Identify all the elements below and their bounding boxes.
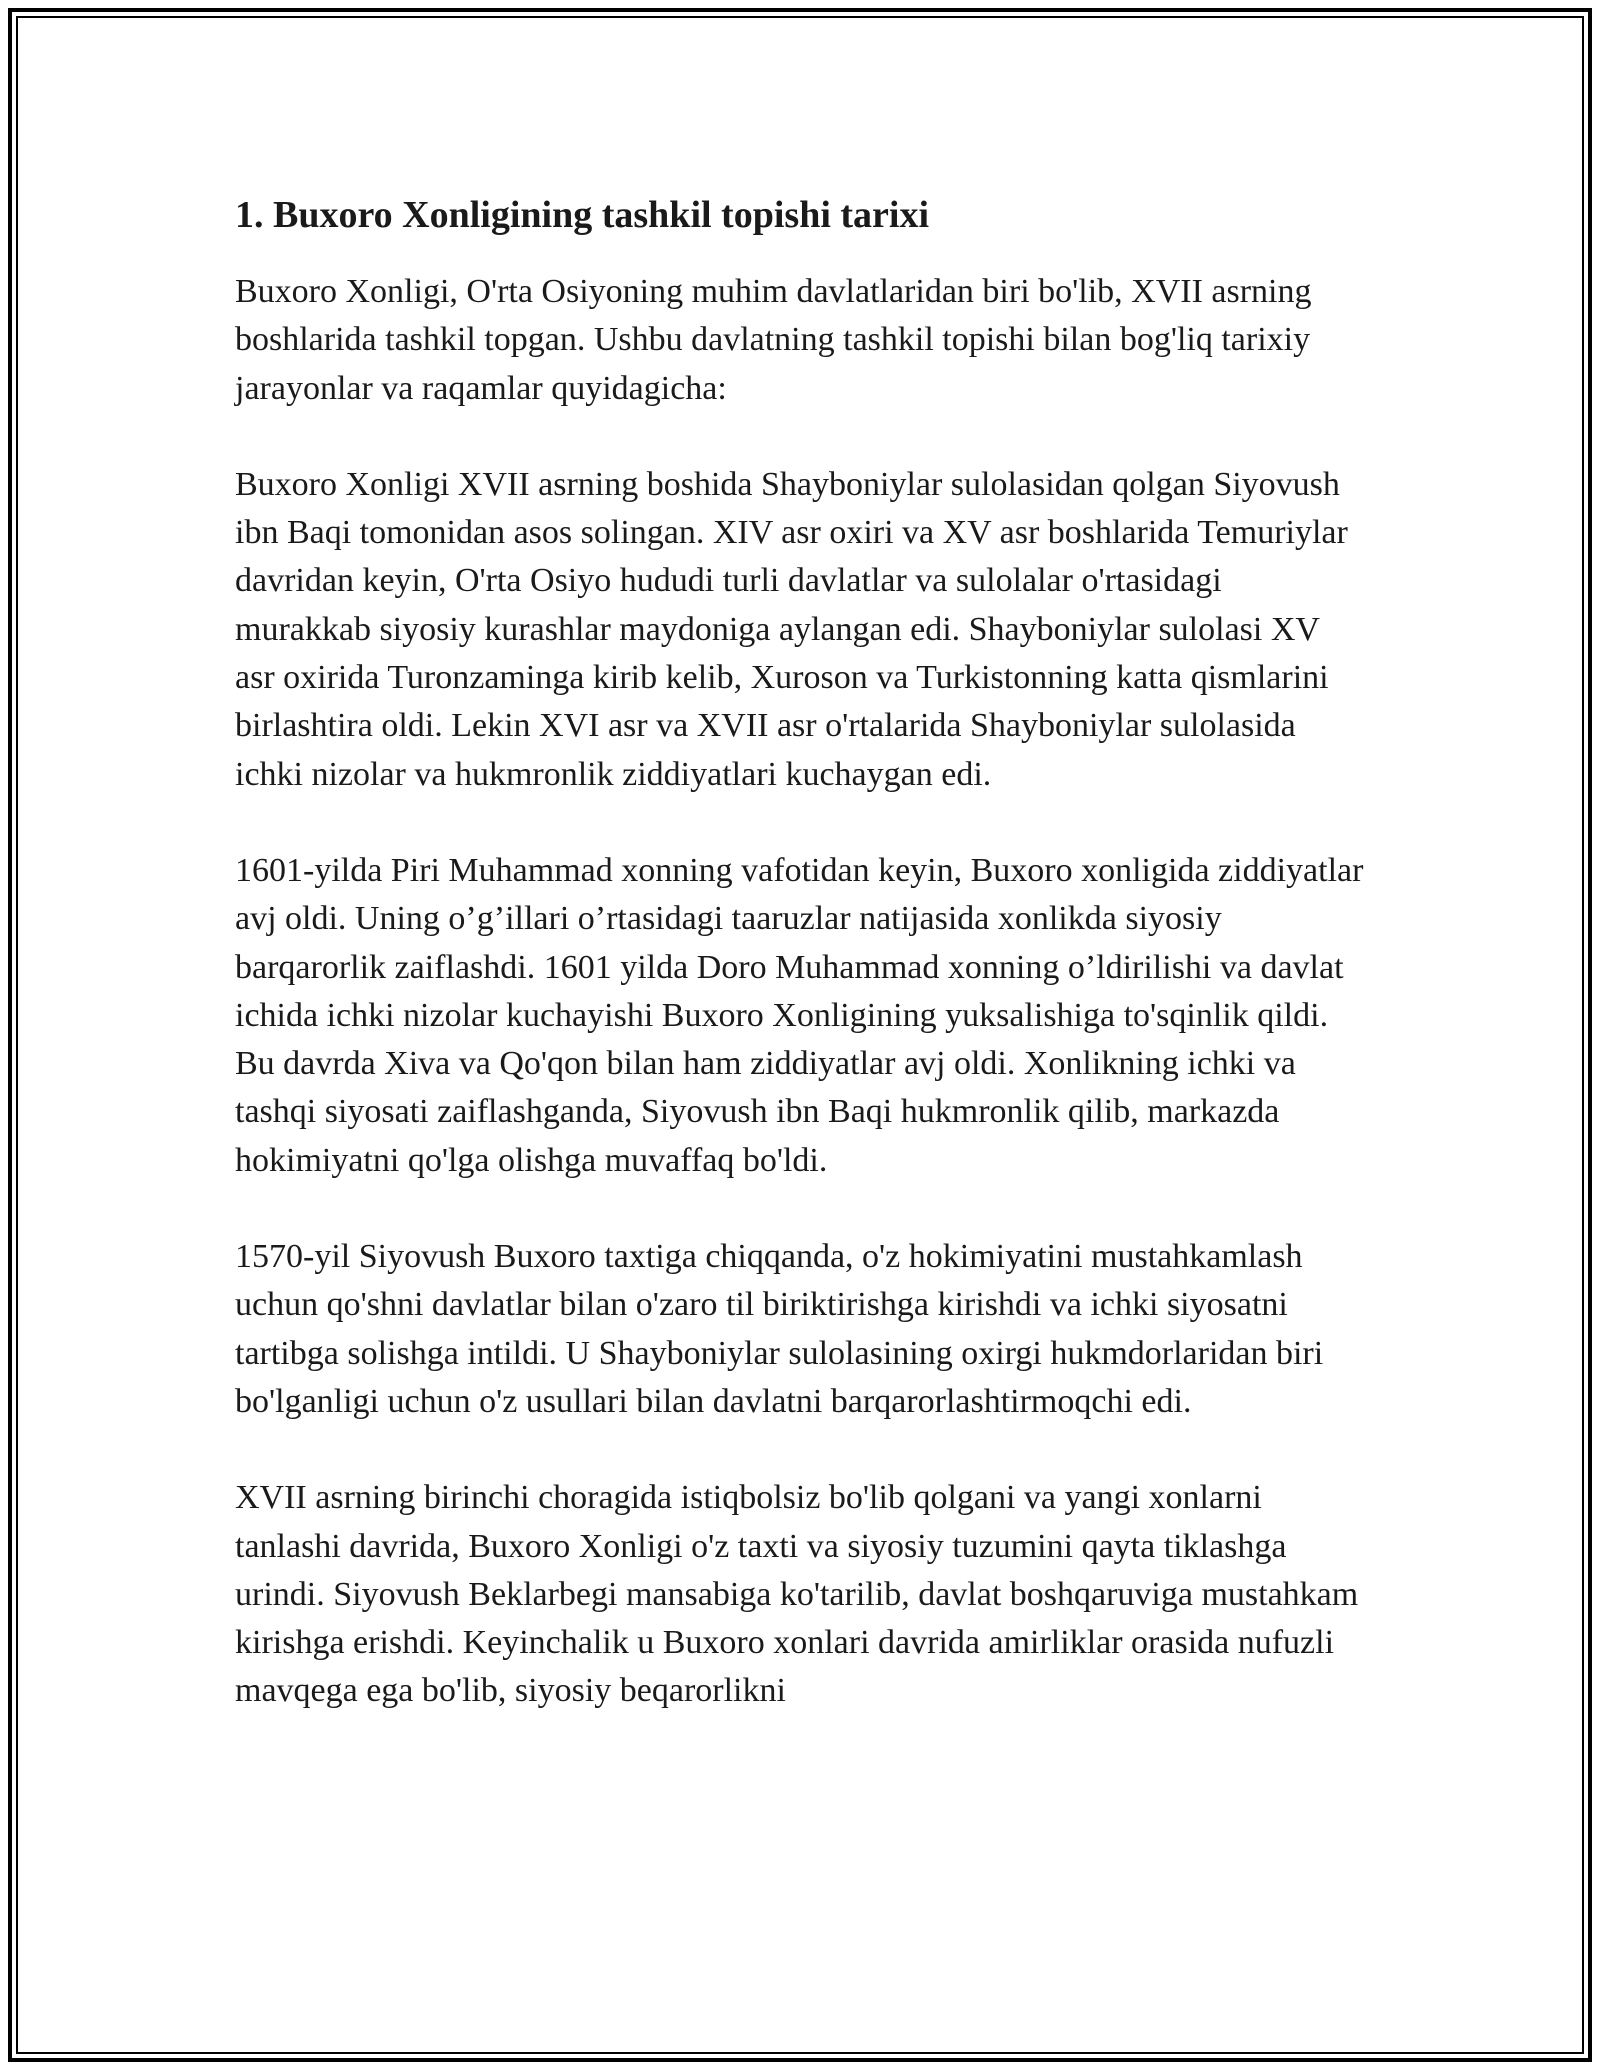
paragraph-intro: Buxoro Xonligi, O'rta Osiyoning muhim davlatlaridan biri bo'lib, XVII asrning boshlarida tashkil topgan. Ushbu davlatning tashkil topishi bilan bog'liq tarixiy jarayonlar va raqamlar quyidagicha: bbox=[235, 273, 1312, 407]
section-heading: 1. Buxoro Xonligining tashkil topishi tarixi bbox=[235, 194, 930, 236]
paragraph-xvii-century: XVII asrning birinchi choragida istiqbolsiz bo'lib qolgani va yangi xonlarni tanlashi davrida, Buxoro Xonligi o'z taxti va siyosiy tuzumini qayta tiklashga urindi. Siyovush Beklarbegi mansabiga ko'tarilib, davlat boshqaruviga mustahkam kirishga erishdi. Keyinchalik u Buxoro xonlari davrida amirliklar orasida nufuzli mavqega ega bo'lib, siyosiy beqarorlikni bbox=[235, 1479, 1359, 1710]
paragraph-1570-siyovush: 1570-yil Siyovush Buxoro taxtiga chiqqanda, o'z hokimiyatini mustahkamlash uchun qo'shni davlatlar bilan o'zaro til biriktirishga kirishdi va ichki siyosatni tartibga solishga intildi. U Shayboniylar sulolasining oxirgi hukmdorlaridan biri bo'lganligi uchun o'z usullari bilan davlatni barqarorlashtirmoqchi edi. bbox=[235, 1238, 1324, 1420]
paragraph-foundation: Buxoro Xonligi XVII asrning boshida Shayboniylar sulolasidan qolgan Siyovush ibn Baqi tomonidan asos solingan. XIV asr oxiri va XV asr boshlarida Temuriylar davridan keyin, O'rta Osiyo hududi turli davlatlar va sulolalar o'rtasidagi murakkab siyosiy kurashlar maydoniga aylangan edi. Shayboniylar sulolasi XV asr oxirida Turonzaminga kirib kelib, Xuroson va Turkistonning katta qismlarini birlashtira oldi. Lekin XVI asr va XVII asr o'rtalarida Shayboniylar sulolasida ichki nizolar va hukmronlik ziddiyatlari kuchaygan edi. bbox=[235, 465, 1348, 793]
paragraph-1601-conflicts: 1601-yilda Piri Muhammad xonning vafotidan keyin, Buxoro xonligida ziddiyatlar avj oldi. Uning o’g’illari o’rtasidagi taaruzlar natijasida xonlikda siyosiy barqarorlik zaiflashdi. 1601 yilda Doro Muhammad xonning o’ldirilishi va davlat ichida ichki nizolar kuchayishi Buxoro Xonligining yuksalishiga to'sqinlik qildi. Bu davrda Xiva va Qo'qon bilan ham ziddiyatlar avj oldi. Xonlikning ichki va tashqi siyosati zaiflashganda, Siyovush ibn Baqi hukmronlik qilib, markazda hokimiyatni qo'lga olishga muvaffaq bo'ldi. bbox=[235, 851, 1364, 1179]
document-body bbox=[235, 186, 1365, 1764]
